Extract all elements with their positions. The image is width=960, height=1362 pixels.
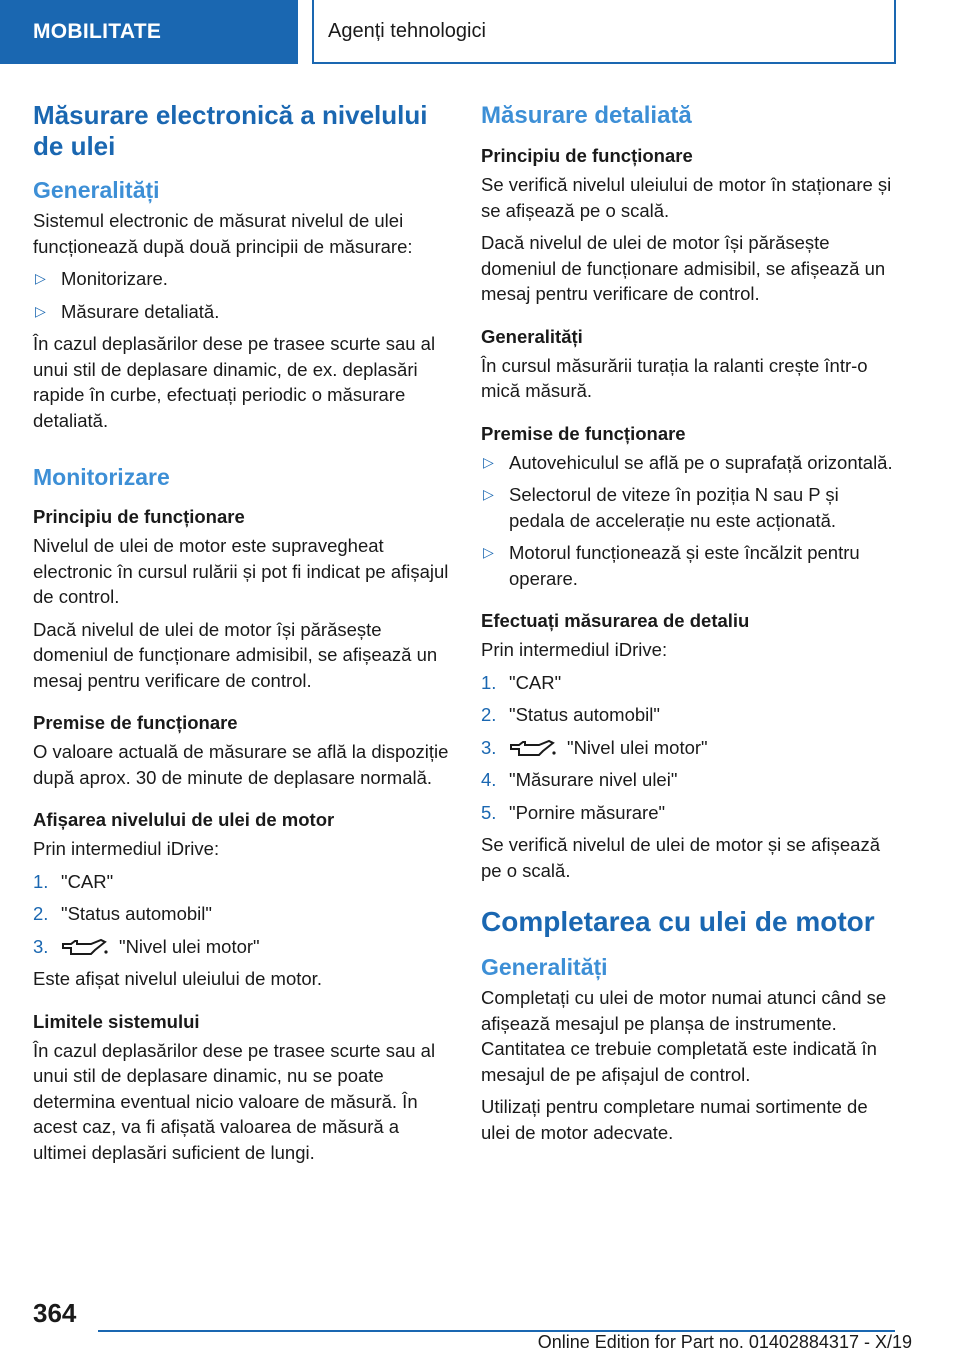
footer-edition: Online Edition for Part no. 01402884317 - X/19 — [537, 1332, 912, 1352]
step-item: 3. "Nivel ulei motor" — [33, 935, 260, 957]
refill-p2: Utilizați pentru completare numai sortimente de ulei de motor adecvate. — [481, 1096, 868, 1143]
heading-refill-generalities: Generalități — [481, 954, 608, 980]
step-item: 1. "CAR" — [481, 671, 562, 693]
step-item: 2. "Status automobil" — [33, 903, 212, 924]
heading-generalities: Generalități — [33, 177, 160, 203]
page-title: Măsurare electronică a nivelului de ulei — [33, 100, 428, 161]
list-item: ▷ Autovehiculul se află pe o suprafață orizontală. — [481, 450, 899, 476]
detailed-gen-text: În cursul măsurării turația la ralanti crește într-o mică măsură. — [481, 354, 868, 401]
detailed-principle-p1: Se verifică nivelul uleiului de motor în staționare și se afișează pe o scală. — [481, 174, 892, 221]
detailed-principle-p2: Dacă nivelul de ulei de motor își părăsește domeniul de funcționare admisibil, se afișează un mesaj pentru verificare de control. — [481, 232, 886, 304]
heading-display: Afișarea nivelului de ulei de motor — [33, 809, 335, 830]
step-item: 2. "Status automobil" — [481, 704, 660, 725]
list-item: ▷ Monitorizare. — [33, 266, 451, 292]
heading-principle: Principiu de funcționare — [481, 145, 693, 166]
triangle-right-icon: ▷ — [483, 453, 494, 470]
section-title: MOBILITATE — [33, 20, 162, 43]
premises-list — [481, 450, 899, 592]
heading-monitoring: Monitorizare — [33, 464, 170, 490]
list-item: ▷ Selectorul de viteze în poziția N sau P și pedala de accelerație nu este acționată. — [483, 484, 839, 531]
chapter-title: Agenți tehnologici — [328, 19, 486, 42]
heading-principle: Principiu de funcționare — [33, 506, 245, 527]
generalities-note: În cazul deplasărilor dese pe trasee scurte sau al unui stil de deplasare dinamic, de ex. deplasări rapide în curbe, efectuați periodic o măsurare detaliată. — [33, 333, 436, 431]
heading-detailed: Măsurare detaliată — [481, 102, 692, 129]
principles-list — [33, 266, 451, 324]
step-item: 1. "CAR" — [33, 870, 114, 892]
perform-after: Se verifică nivelul de ulei de motor și se afișează pe o scală. — [481, 834, 880, 881]
perform-steps — [481, 670, 899, 826]
heading-perform: Efectuați măsurarea de detaliu — [481, 610, 750, 631]
heading-limits: Limitele sistemului — [33, 1010, 200, 1032]
triangle-right-icon: ▷ — [483, 486, 494, 502]
oil-can-icon — [61, 938, 109, 958]
heading-premises: Premise de funcționare — [33, 712, 238, 733]
display-after: Este afișat nivelul uleiului de motor. — [33, 968, 322, 989]
list-item: ▷ Măsurare detaliată. — [33, 299, 451, 325]
triangle-right-icon: ▷ — [35, 270, 46, 286]
step-item: 4. "Măsurare nivel ulei" — [481, 769, 678, 790]
perform-intro: Prin intermediul iDrive: — [481, 639, 668, 660]
monitoring-principle-p2: Dacă nivelul de ulei de motor își părăsește domeniul de funcționare admisibil, se afișează un mesaj pentru verificare de control. — [33, 618, 438, 691]
step-item: 3. "Nivel ulei motor" — [481, 736, 708, 758]
heading-premises: Premise de funcționare — [481, 422, 686, 444]
right-column — [481, 100, 899, 1152]
generalities-intro: Sistemul electronic de măsurat nivelul de ulei funcționează după două principii de măsurare: — [33, 210, 413, 257]
monitoring-premises: O valoare actuală de măsurare se află la dispoziție după aprox. 30 de minute de deplasare normală. — [33, 741, 449, 788]
display-steps — [33, 869, 451, 960]
display-intro: Prin intermediul iDrive: — [33, 838, 220, 859]
refill-p1: Completați cu ulei de motor numai atunci când se afișează mesajul pe planșa de instrumente. Cantitatea ce trebuie completată este indicată în mesajul de pe afișajul de control. — [481, 987, 887, 1085]
oil-can-icon — [509, 739, 557, 759]
list-item: ▷ Motorul funcționează și este încălzit pentru operare. — [483, 542, 860, 589]
triangle-right-icon: ▷ — [35, 302, 46, 319]
chapter-tab — [312, 0, 896, 64]
monitoring-principle-p1: Nivelul de ulei de motor este supravegheat electronic în cursul rulării și pot fi indicat pe afișajul de control. — [33, 535, 449, 607]
heading-generalities-small: Generalități — [481, 325, 583, 347]
limits-text: În cazul deplasărilor dese pe trasee scurte sau al unui stil de deplasare dinamic, nu se poate determina eventual nicio valoare de măsură. În acest caz, va fi afișată valoarea de măsură a ultimei deplasări suficient de lungi. — [33, 1039, 436, 1163]
section-tab — [0, 0, 298, 64]
page-number: 364 — [33, 1298, 77, 1328]
heading-refill: Completarea cu ulei de motor — [481, 906, 875, 937]
left-column — [33, 100, 451, 1172]
step-item: 5. "Pornire măsurare" — [481, 801, 666, 823]
triangle-right-icon: ▷ — [483, 544, 494, 560]
